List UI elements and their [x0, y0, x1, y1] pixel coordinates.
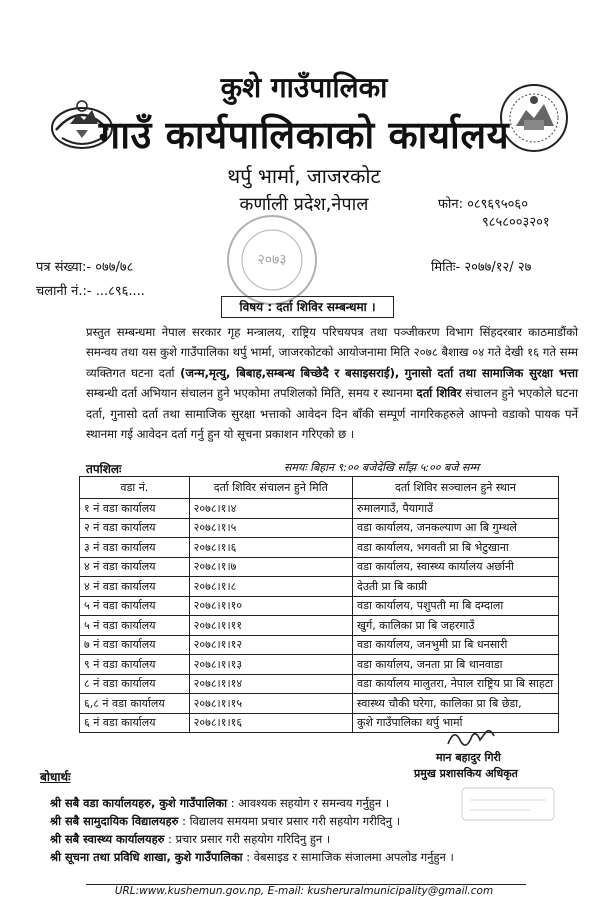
date-cell: २०७८।१।११ [189, 616, 352, 636]
date-cell: २०७८।१।७ [189, 557, 352, 577]
venue-cell: खुर्ग, कालिका प्रा बि जहरगाउँ [353, 616, 559, 636]
ward-cell: ८ नं वडा कार्यालय [80, 674, 190, 694]
subject-line: विषय : दर्ता शिविर सम्बन्धमा । [221, 296, 394, 318]
venue-cell: वडा कार्यालय, स्वास्थ्य कार्यालय अर्छानी [353, 557, 559, 577]
schedule-table [79, 476, 559, 733]
camp-time: समयः बिहान ९:०० बजेदेखि साँझ ५:०० बजे सम्म [284, 461, 480, 474]
body-bold-1: (जन्म,मृत्यु, बिबाह,सम्बन्ध बिच्छेदै र बसाइसराई), [180, 365, 400, 380]
ward-cell: ७ नं वडा कार्यालय [80, 635, 190, 655]
date-cell: २०७८।१।१५ [189, 694, 352, 714]
office-title: गाउँ कार्यपालिकाको कार्यालय [98, 113, 510, 157]
date-cell: २०७८।१।८ [189, 577, 352, 597]
table-row [80, 674, 559, 694]
table-header-row [80, 477, 559, 499]
venue-cell: वडा कार्यालय, पशुपती मा बि दम्दाला [353, 596, 559, 616]
body-part-1: प्रस्तुत सम्बन्धमा नेपाल सरकार गृह मन्त्रालय, राष्ट्रिय परिचयपत्र तथा पञ्जीकरण विभाग सिंहदरबार काठमाडौंको समन्वय तथा यस कुशे गाउँपालिका थर्पु भार्मा, जाजरकोटको आयोजनामा मिति २०७८ बैशाख ०४ गते देखी १६ गते सम्म व्यक्तिगत घटना दर्ता [86, 325, 578, 380]
ward-cell: १ नं वडा कार्यालय [80, 499, 190, 519]
cc-heading: बोधार्थः [40, 770, 71, 784]
venue-cell: वडा कार्यालय, भगवती प्रा बि भेटुखाना [353, 538, 559, 558]
cc-recipient: श्री सबै वडा कार्यालयहरु, कुशे गाउँपालिका [50, 796, 228, 810]
ward-cell: २ नं वडा कार्यालय [80, 518, 190, 538]
dispatch-number: चलानी नं.:- ...८९६.... [36, 284, 145, 299]
venue-cell: वडा कार्यालय मालुतरा, नेपाल राष्ट्रिय प्रा बि साहटा [353, 674, 559, 694]
date-cell: २०७८।१।५ [189, 518, 352, 538]
table-row [80, 499, 559, 519]
body-part-2: सम्बन्धी दर्ता अभियान संचालन हुने भएकोमा तपशिलको मिति, समय र स्थानमा [86, 386, 417, 401]
body-bold-2: गुनासो दर्ता तथा सामाजिक सुरक्षा भत्ता [404, 365, 579, 380]
table-row [80, 635, 559, 655]
table-row [80, 655, 559, 675]
venue-cell: स्वास्थ्य चौकी घरेगा, कालिका प्रा बि छेडा, [353, 694, 559, 714]
venue-cell: वडा कार्यालय, जनकल्याण आ बि गुम्थले [353, 518, 559, 538]
cc-line [50, 832, 330, 847]
details-label: तपशिलः [86, 462, 122, 476]
ward-cell: ४ नं वडा कार्यालय [80, 557, 190, 577]
table-row [80, 557, 559, 577]
cc-message: : वेबसाइड र सामाजिक संजालमा अपलोड गर्नुहुन । [242, 850, 454, 864]
palika-name: कुशे गाउँपालिका [220, 71, 388, 104]
venue-cell: कुशे गाउँपालिका थर्पु भार्मा [353, 713, 559, 733]
column-header-ward: वडा नं. [80, 477, 190, 499]
ward-cell: ३ नं वडा कार्यालय [80, 538, 190, 558]
signatory-title: प्रमुख प्रशासकिय अधिकृत [414, 767, 518, 780]
cc-line [50, 814, 400, 829]
date-cell: २०७८।१।४ [189, 499, 352, 519]
cc-line [50, 850, 454, 865]
cc-recipient: श्री सूचना तथा प्रविधि शाखा, कुशे गाउँपालिका [50, 850, 243, 864]
table-row [80, 577, 559, 597]
table-row [80, 694, 559, 714]
body-bold-3: दर्ता शिविर [416, 386, 462, 401]
ward-cell: ५ नं वडा कार्यालय [80, 596, 190, 616]
column-header-date: दर्ता शिविर संचालन हुने मिति [189, 477, 352, 499]
ward-cell: ९ नं वडा कार्यालय [80, 655, 190, 675]
cc-recipient: श्री सबै सामुदायिक विद्यालयहरु [50, 814, 179, 828]
venue-cell: वडा कार्यालय, जनता प्रा बि थानवाडा [353, 655, 559, 675]
cc-message: : विद्यालय समयमा प्रचार प्रसार गरी सहयोग गरीदिनु । [178, 814, 401, 828]
date-cell: २०७८।१।६ [189, 538, 352, 558]
date-cell: २०७८।१।१२ [189, 635, 352, 655]
cc-line [50, 796, 389, 811]
table-row [80, 616, 559, 636]
date-cell: २०७८।१।१० [189, 596, 352, 616]
cc-recipient: श्री सबै स्वास्थ्य कार्यालयहरु [50, 832, 165, 846]
column-header-venue: दर्ता शिविर सञ्चालन हुने स्थान [353, 477, 559, 499]
signature-icon [446, 726, 496, 750]
table-row [80, 538, 559, 558]
office-address: थर्पु भार्मा, जाजरकोट [227, 164, 381, 188]
letter-date: मितिः- २०७७/१२/ २७ [431, 260, 532, 275]
ward-cell: ६,८ नं वडा कार्यालय [80, 694, 190, 714]
phone-number: फोन: ०८९६९५०६० [438, 197, 528, 212]
ward-cell: ६ नं वडा कार्यालय [80, 713, 190, 733]
date-cell: २०७८।१।१४ [189, 674, 352, 694]
signatory-name: मान बहादुर गिरी [436, 751, 501, 764]
stamp-year: २०७३ [257, 252, 287, 268]
cc-message: : प्रचार प्रसार गरी सहयोग गरिदिनु हुन । [164, 832, 331, 846]
ward-cell: ५ नं वडा कार्यालय [80, 616, 190, 636]
table-row [80, 596, 559, 616]
date-cell: २०७८।१।१३ [189, 655, 352, 675]
mobile-number: ९८५८००३२०१ [482, 215, 550, 230]
office-stamp-icon [224, 212, 320, 308]
footer-contact: URL:www.kushemun.gov.np, E-mail: kusheruralmunicipality@gmail.com [114, 885, 494, 897]
venue-cell: रुमालगाउँ, पैयागाउँ [353, 499, 559, 519]
table-row [80, 518, 559, 538]
venue-cell: देउती प्रा बि काप्री [353, 577, 559, 597]
reference-number: पत्र संख्या:- ०७७/७८ [36, 260, 134, 275]
date-cell: २०७८।१।१६ [189, 713, 352, 733]
letter-body [86, 322, 578, 444]
ward-cell: ४ नं वडा कार्यालय [80, 577, 190, 597]
signatory-stamp-icon [460, 786, 556, 822]
body-part-3: संचालन हुने भएकोले घटना दर्ता, गुनासो दर्ता तथा सामाजिक सुरक्षा भत्ताको आवेदन दिन बाँकी सम्पूर्ण नागरिकहरुले आफ्नो वडाको पायक पर्ने स्थानमा गई आवेदन दर्ता गर्नु हुन यो सूचना प्रकाशन गरिएको छ । [86, 386, 578, 442]
cc-message: : आवश्यक सहयोग र समन्वय गर्नुहुन । [227, 796, 390, 810]
office-province: कर्णाली प्रदेश,नेपाल [239, 194, 369, 215]
venue-cell: वडा कार्यालय, जनभुमी प्रा बि धनसारी [353, 635, 559, 655]
